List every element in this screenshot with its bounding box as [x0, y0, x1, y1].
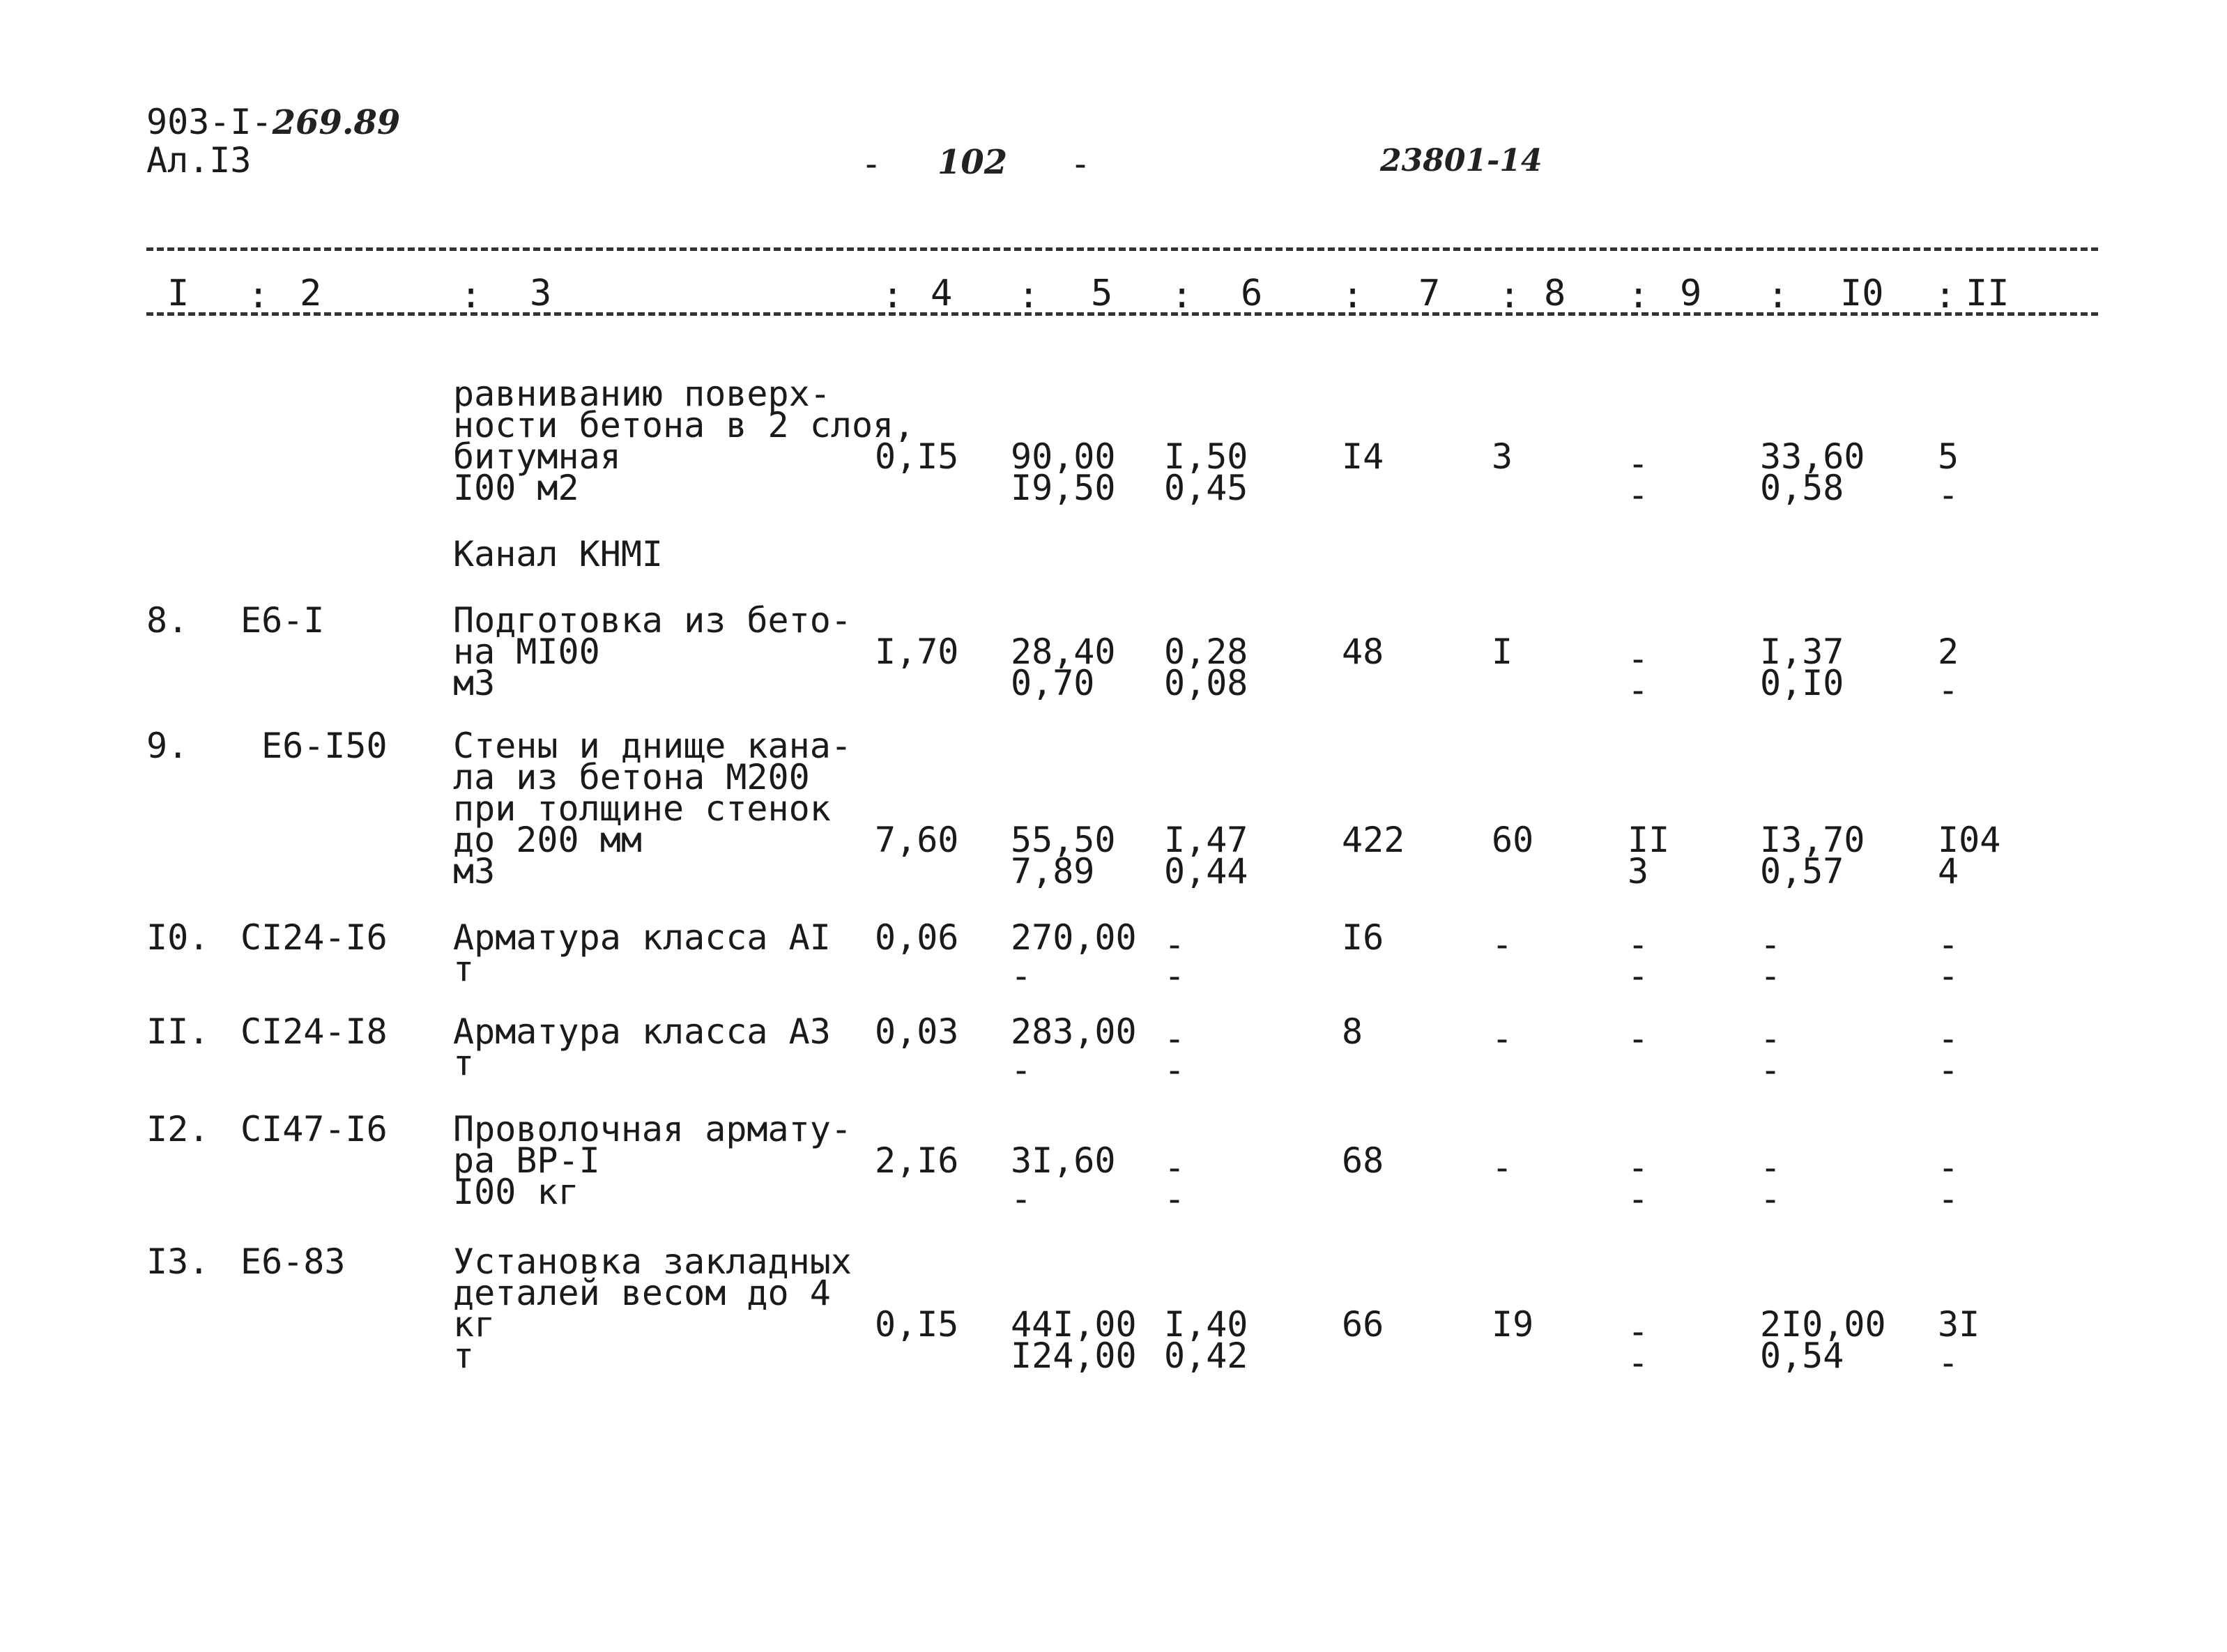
- cell-c6-a: -: [1164, 1147, 1186, 1188]
- col-label-2: 2: [300, 273, 322, 314]
- cell-c9-b: -: [1628, 956, 1649, 996]
- section-title: Канал КНМI: [453, 534, 664, 574]
- cell-c9-b: -: [1628, 670, 1649, 710]
- row-number: 8.: [146, 600, 189, 641]
- row-code: Е6-I: [240, 600, 325, 641]
- cell-c5-a: 90,00: [1011, 436, 1116, 477]
- header-top-rule: [146, 247, 2098, 251]
- cell-c9-a: -: [1628, 1147, 1649, 1188]
- row-number: I3.: [146, 1241, 210, 1282]
- row-desc-line: равниванию поверх-: [453, 374, 831, 414]
- col-sep: :: [247, 275, 270, 316]
- page-number: 102: [938, 143, 1008, 182]
- cell-c6-a: I,40: [1164, 1304, 1248, 1345]
- cell-c11-a: 2: [1938, 632, 1959, 672]
- col-sep: :: [1018, 275, 1040, 316]
- col-sep: :: [1767, 275, 1789, 316]
- cell-c11-a: -: [1938, 1018, 1959, 1059]
- cell-c5-b: -: [1011, 1050, 1032, 1090]
- col-label-11: II: [1966, 273, 2010, 314]
- cell-c6-b: 0,42: [1164, 1336, 1248, 1376]
- cell-c9-b: 3: [1628, 851, 1649, 892]
- row-desc-line: Установка закладных: [453, 1241, 852, 1282]
- cell-c11-b: -: [1938, 670, 1959, 710]
- row-desc-line: деталей весом до 4: [453, 1273, 831, 1313]
- cell-c6-a: I,47: [1164, 820, 1248, 860]
- cell-c9-a: -: [1628, 638, 1649, 679]
- cell-c9-a: -: [1628, 1311, 1649, 1352]
- row-desc-line: кг: [453, 1304, 496, 1345]
- cell-c4: 2,I6: [875, 1140, 959, 1181]
- cell-c11-a: 3I: [1938, 1304, 1980, 1345]
- page-dash-left: -: [861, 144, 882, 184]
- col-sep: :: [460, 275, 482, 316]
- col-sep: :: [1934, 275, 1957, 316]
- cell-c5-a: 44I,00: [1011, 1304, 1137, 1345]
- cell-c6-b: 0,44: [1164, 851, 1248, 892]
- row-code: СI24-I8: [240, 1011, 388, 1052]
- col-sep: :: [882, 275, 904, 316]
- cell-c11-a: I04: [1938, 820, 2001, 860]
- cell-c7: 68: [1342, 1140, 1384, 1181]
- row-desc-line: Подготовка из бето-: [453, 600, 852, 641]
- cell-c8: I9: [1492, 1304, 1534, 1345]
- row-desc-line: м3: [453, 663, 496, 703]
- doc-code: [146, 102, 401, 142]
- cell-c10-a: 2I0,00: [1760, 1304, 1886, 1345]
- row-desc-line: на МI00: [453, 632, 600, 672]
- col-label-10: I0: [1840, 273, 1884, 314]
- doc-number: 23801-14: [1380, 143, 1543, 178]
- cell-c7: 422: [1342, 820, 1405, 860]
- cell-c4: 0,06: [875, 917, 959, 958]
- cell-c11-a: -: [1938, 1147, 1959, 1188]
- cell-c8: -: [1492, 1147, 1513, 1188]
- cell-c6-b: -: [1164, 1179, 1186, 1219]
- cell-c4: I,70: [875, 632, 959, 672]
- cell-c5-a: 3I,60: [1011, 1140, 1116, 1181]
- col-label-7: 7: [1418, 273, 1441, 314]
- cell-c6-b: 0,08: [1164, 663, 1248, 703]
- cell-c10-b: 0,58: [1760, 468, 1844, 508]
- row-desc-line: при толщине стенок: [453, 788, 831, 829]
- row-desc-line: ла из бетона М200: [453, 757, 810, 797]
- cell-c6-b: -: [1164, 1050, 1186, 1090]
- cell-c4: 0,I5: [875, 1304, 959, 1345]
- cell-c5-a: 283,00: [1011, 1011, 1137, 1052]
- col-label-4: 4: [931, 273, 953, 314]
- col-sep: :: [1499, 275, 1521, 316]
- cell-c6-a: -: [1164, 924, 1186, 965]
- row-desc-line: Стены и днище кана-: [453, 726, 852, 766]
- row-desc-line: Проволочная армату-: [453, 1109, 852, 1149]
- cell-c10-a: -: [1760, 1147, 1782, 1188]
- cell-c5-b: 0,70: [1011, 663, 1095, 703]
- cell-c9-b: -: [1628, 1343, 1649, 1383]
- cell-c10-b: 0,I0: [1760, 663, 1844, 703]
- cell-c5-a: 55,50: [1011, 820, 1116, 860]
- row-desc-line: Арматура класса АI: [453, 917, 831, 958]
- cell-c11-b: -: [1938, 1179, 1959, 1219]
- row-desc-line: т: [453, 1043, 475, 1083]
- cell-c11-b: -: [1938, 1050, 1959, 1090]
- cell-c9-b: -: [1628, 1179, 1649, 1219]
- cell-c8: 60: [1492, 820, 1534, 860]
- cell-c9-a: II: [1628, 820, 1670, 860]
- cell-c10-b: -: [1760, 1179, 1782, 1219]
- cell-c5-a: 28,40: [1011, 632, 1116, 672]
- cell-c8: I: [1492, 632, 1513, 672]
- col-label-6: 6: [1241, 273, 1263, 314]
- row-desc-line: битумная: [453, 436, 621, 477]
- row-desc-line: ности бетона в 2 слоя,: [453, 405, 915, 445]
- cell-c11-b: -: [1938, 956, 1959, 996]
- cell-c6-a: 0,28: [1164, 632, 1248, 672]
- cell-c7: 8: [1342, 1011, 1363, 1052]
- cell-c6-a: -: [1164, 1018, 1186, 1059]
- col-sep: :: [1342, 275, 1364, 316]
- cell-c10-b: -: [1760, 956, 1782, 996]
- row-desc-line: I00 кг: [453, 1172, 579, 1212]
- row-desc-line: т: [453, 949, 475, 989]
- page-dash-right: -: [1070, 144, 1092, 184]
- cell-c10-b: 0,57: [1760, 851, 1844, 892]
- cell-c11-a: 5: [1938, 436, 1959, 477]
- cell-c7: I4: [1342, 436, 1384, 477]
- cell-c9-a: -: [1628, 924, 1649, 965]
- row-desc-line: до 200 мм: [453, 820, 642, 860]
- col-label-1: I: [167, 273, 190, 314]
- cell-c5-b: -: [1011, 1179, 1032, 1219]
- cell-c4: 0,I5: [875, 436, 959, 477]
- cell-c6-b: -: [1164, 956, 1186, 996]
- cell-c10-a: -: [1760, 924, 1782, 965]
- col-sep: :: [1171, 275, 1193, 316]
- cell-c5-b: I9,50: [1011, 468, 1116, 508]
- cell-c11-b: -: [1938, 1343, 1959, 1383]
- cell-c11-b: -: [1938, 475, 1959, 515]
- row-desc-line: I00 м2: [453, 468, 579, 508]
- cell-c5-b: 7,89: [1011, 851, 1095, 892]
- cell-c10-a: I,37: [1760, 632, 1844, 672]
- row-number: I2.: [146, 1109, 210, 1149]
- row-number: 9.: [146, 726, 189, 766]
- doc-code-printed: 903-I-: [146, 102, 273, 142]
- cell-c7: I6: [1342, 917, 1384, 958]
- cell-c5-b: -: [1011, 956, 1032, 996]
- cell-c8: 3: [1492, 436, 1513, 477]
- col-label-9: 9: [1680, 273, 1702, 314]
- col-label-5: 5: [1091, 273, 1113, 314]
- cell-c11-b: 4: [1938, 851, 1959, 892]
- col-label-3: 3: [530, 273, 552, 314]
- cell-c6-a: I,50: [1164, 436, 1248, 477]
- row-desc-line: ра ВР-I: [453, 1140, 600, 1181]
- cell-c11-a: -: [1938, 924, 1959, 965]
- cell-c4: 0,03: [875, 1011, 959, 1052]
- cell-c9-a: -: [1628, 443, 1649, 484]
- row-desc-line: т: [453, 1336, 475, 1376]
- row-code: СI24-I6: [240, 917, 388, 958]
- cell-c7: 66: [1342, 1304, 1384, 1345]
- col-label-8: 8: [1544, 273, 1566, 314]
- cell-c7: 48: [1342, 632, 1384, 672]
- cell-c10-b: -: [1760, 1050, 1782, 1090]
- cell-c10-b: 0,54: [1760, 1336, 1844, 1376]
- header-bottom-rule: [146, 312, 2098, 316]
- cell-c10-a: I3,70: [1760, 820, 1865, 860]
- cell-c8: -: [1492, 924, 1513, 965]
- row-code: СI47-I6: [240, 1109, 388, 1149]
- cell-c5-a: 270,00: [1011, 917, 1137, 958]
- cell-c4: 7,60: [875, 820, 959, 860]
- cell-c9-b: -: [1628, 475, 1649, 515]
- cell-c5-b: I24,00: [1011, 1336, 1137, 1376]
- cell-c8: -: [1492, 1018, 1513, 1059]
- row-number: II.: [146, 1011, 210, 1052]
- row-desc-line: м3: [453, 851, 496, 892]
- cell-c10-a: -: [1760, 1018, 1782, 1059]
- cell-c6-b: 0,45: [1164, 468, 1248, 508]
- row-code: Е6-I50: [261, 726, 388, 766]
- cell-c9-a: -: [1628, 1018, 1649, 1059]
- col-sep: :: [1628, 275, 1650, 316]
- row-desc-line: Арматура класса А3: [453, 1011, 831, 1052]
- doc-code-handwritten: 269.89: [272, 103, 401, 142]
- row-code: Е6-83: [240, 1241, 346, 1282]
- cell-c10-a: 33,60: [1760, 436, 1865, 477]
- album-label: Ал.I3: [146, 140, 252, 181]
- row-number: I0.: [146, 917, 210, 958]
